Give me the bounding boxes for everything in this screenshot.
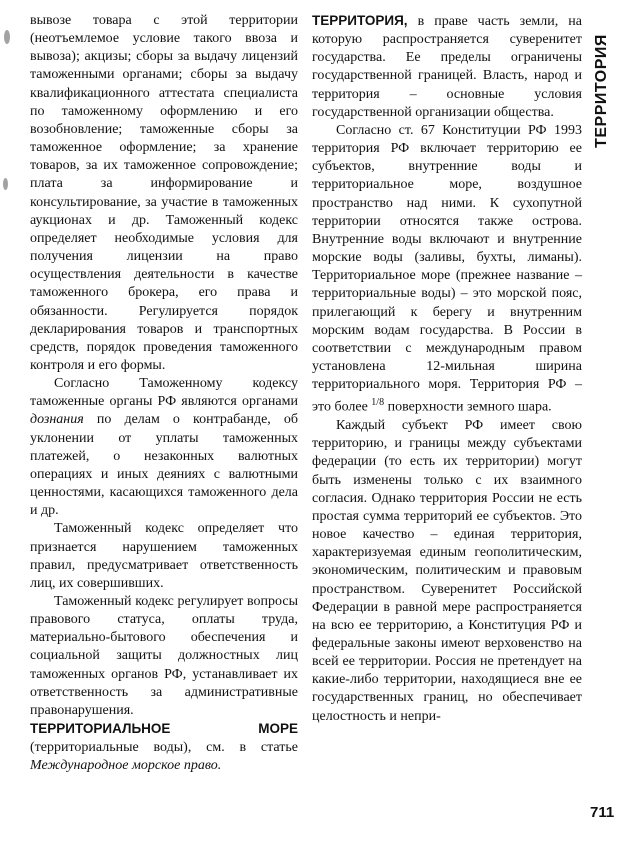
territory-definition-paragraph xyxy=(312,12,582,122)
territorial-sea-entry xyxy=(30,720,298,775)
constitution-text-before: Согласно ст. 67 Конституции РФ 1993 территория РФ включает территорию ее субъектов, внутренние воды и территориальное море, воздушное пространство над ними. К сухопутной территории относятся также острова. Внутренние воды включают и внутренние морские воды (заливы, бухты, лиманы). Территориальное море (прежнее название – территориальные воды) – это морской пояс, прилегающий к берегу и внутренним морским водам государства. В России в соответствии с международным правом установлена 12-мильная ширина территориального моря. Территория РФ – это более xyxy=(312,122,582,415)
federal-subjects-paragraph: Каждый субъект РФ имеет свою территорию, и границы между субъектами федерации (то есть их территории) могут быть изменены только с их взаимного согласия. Однако территория России не есть простая сумма территорий ее субъектов. Это новое качество – единая территория, характеризуемая единым геополитическим, экономическим, политическим и правовым пространством. Суверенитет Российской Федерации в равной мере распространяется на всю ее территорию, а Конституция РФ и федеральные законы имеют верховенство на всей ее территории. Россия не претендует на какие-либо территории, находящиеся вне ее государственных границ, но обеспечивает целостность и непри- xyxy=(312,418,582,724)
territory-definition-text: в праве часть земли, на которую распространяется суверенитет государства. Ее пределы ограничены государственной границей. Власть, народ и территория – основные условия государственной организации общества. xyxy=(312,14,582,120)
left-text-column xyxy=(30,12,298,776)
customs-inquiry-paragraph xyxy=(30,375,298,520)
constitution-article-paragraph xyxy=(312,122,582,417)
right-text-column xyxy=(312,12,582,726)
customs-officials-paragraph: Таможенный кодекс регулирует вопросы правового статуса, оплаты труда, материально-бытового обеспечения и социальной защиты должностных лиц таможенных органов РФ, устанавливает их ответственность за административные правонарушения. xyxy=(30,594,298,718)
cross-reference: Международное морское право. xyxy=(30,758,222,774)
inquiry-text-before: Согласно Таможенному кодексу таможенные органы РФ являются органами xyxy=(30,376,298,410)
constitution-text-after: поверхности земного шара. xyxy=(387,399,552,415)
running-head: ТЕРРИТОРИЯ xyxy=(593,34,610,148)
territorial-sea-text: (территориальные воды), см. в статье xyxy=(30,740,298,756)
territory-headword: ТЕРРИТОРИЯ, xyxy=(312,13,408,28)
inquiry-term: дознания xyxy=(30,412,84,428)
territorial-sea-headword: ТЕРРИТОРИАЛЬНОЕ МОРЕ xyxy=(30,721,298,737)
scan-smudge xyxy=(3,178,8,190)
inquiry-text-after: по делам о контрабанде, об уклонении от уплаты таможенных платежей, о незаконных валютных операциях и иных деяниях с валютными ценностями, касающихся таможенного дела и др. xyxy=(30,412,298,519)
customs-violations-paragraph: Таможенный кодекс определяет что признается нарушением таможенных правил, предусматривает ответственность лиц, их совершивших. xyxy=(30,521,298,591)
fraction: 1/8 xyxy=(371,397,385,409)
page-number: 711 xyxy=(590,804,615,821)
customs-fees-paragraph: вывозе товара с этой территории (неотъемлемое условие такого ввоза и вывоза); акцизы; сборы за выдачу лицензий таможенными органами; сборы за выдачу квалификационного аттестата специалиста по таможенному оформлению и его возобновление; таможенные сборы за таможенное оформление; за хранение товаров, за их таможенное сопровождение; плата за информирование и консультирование, за участие в таможенных аукционах и др. Таможенный кодекс определяет необходимые условия для получения лицензии на право осуществления деятельности в качестве таможенного брокера, его права и обязанности. Регулируется порядок декларирования товаров и транспортных средств, порядок проведения таможенного контроля и его формы. xyxy=(30,13,298,373)
scan-smudge xyxy=(4,30,10,44)
